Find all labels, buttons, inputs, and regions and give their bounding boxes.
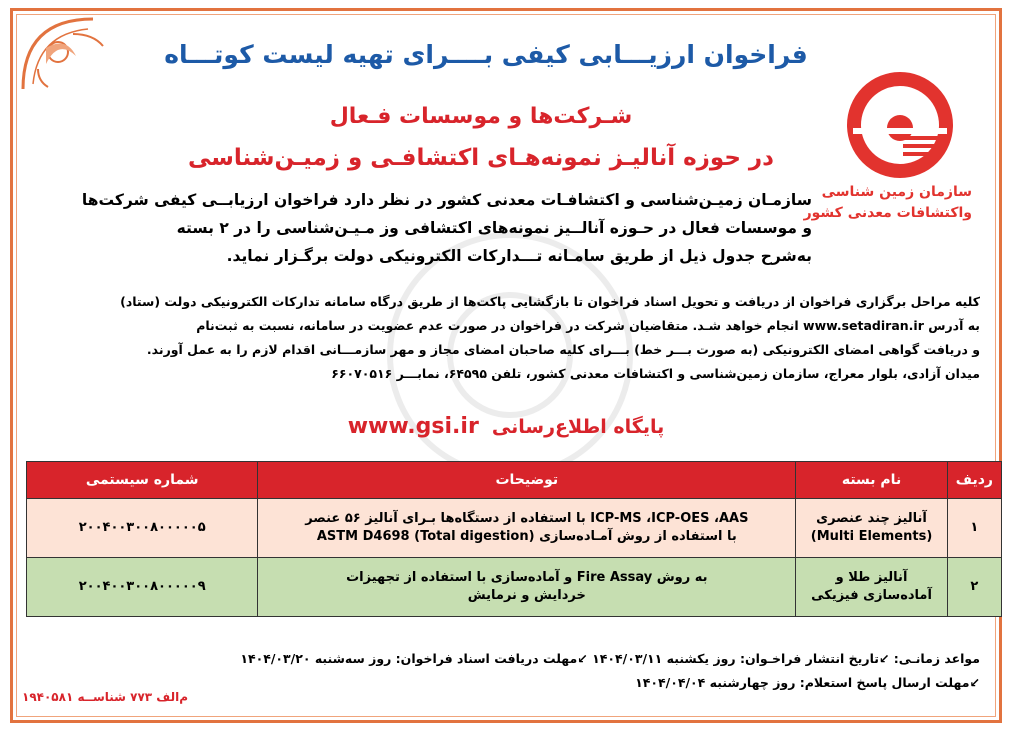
package-name-line: آنالیز طلا و (835, 570, 908, 585)
subtitle-line-2: در حوزه آنالیـز نمونه‌هـای اکتشافـی و زمیـن‌شناسی (188, 145, 774, 171)
intro-line: و موسسات فعال در حـوزه آنالــیز نمونه‌های اکتشافی وز مـیـن‌شناسی را در ۲ بسته (176, 219, 812, 237)
organization-logo (803, 70, 972, 250)
body-line: میدان آزادی، بلوار معراج، سازمان زمین‌شناسی و اکتشافات معدنی کشور، تلفن ۶۴۵۹۵، نمابـــر ۶۶۰۷۰۵۱۶ (331, 366, 980, 381)
description-line: خردایش و نرمایش (467, 588, 586, 603)
body-line: به آدرس www.setadiran.ir انجام خواهد شـد. متقاضیان شرکت در فراخوان در صورت عدم عضویت در سامانه، نسبت به ثبت‌نام (196, 318, 980, 333)
page-title: فراخوان ارزیـــابی کیفی بــــرای تهیه لیست کوتـــاه (164, 40, 808, 69)
system-number-cell: ۲۰۰۴۰۰۳۰۰۸۰۰۰۰۰۹ (27, 558, 258, 617)
package-name-cell (796, 558, 948, 617)
website-label: پایگاه اطلاع‌رسانی (491, 416, 665, 438)
corner-ornament-icon (18, 14, 128, 94)
row-number: ۲ (947, 558, 1001, 617)
gsi-logo-icon (845, 70, 955, 180)
logo-name-line-1: سازمان زمین شناسی (821, 184, 972, 200)
intro-line: سازمـان زمیـن‌شناسی و اکتشافـات معدنی کشور در نظر دارد فراخوان ارزیابــی کیفی شرکت‌ها (81, 191, 812, 209)
description-cell (258, 499, 796, 558)
intro-line: به‌شرح جدول ذیل از طریق سامـانه تـــدارکات الکترونیکی دولت برگـزار نماید. (226, 247, 812, 265)
body-paragraph (30, 290, 980, 386)
package-name-cell (796, 499, 948, 558)
table-row (27, 558, 1002, 617)
header-system-number: شماره سیستمی (27, 462, 258, 499)
packages-table (26, 461, 1002, 617)
intro-paragraph (81, 186, 812, 270)
row-number: ۱ (947, 499, 1001, 558)
deadlines-section (30, 647, 980, 695)
deadline-line: ↙مهلت ارسال پاسخ استعلام: روز چهارشنبه ۱۴۰۴/۰۴/۰۴ (635, 675, 980, 690)
body-line: و دریافت گواهی امضای الکترونیکی (به صورت بـــر خط) بـــرای کلیه صاحبان امضای مجاز و مهر سازمـــانی اقدام لازم را به عمل آورند. (146, 342, 980, 357)
package-name-line: آماده‌سازی فیزیکی (811, 588, 932, 603)
ad-reference-code: م‌الف ۷۷۳ شناســه ۱۹۴۰۵۸۱ (22, 690, 188, 704)
description-cell (258, 558, 796, 617)
package-name-line: (Multi Elements) (810, 529, 933, 544)
header-package-name: نام بسته (796, 462, 948, 499)
description-line: ICP-MS ،ICP-OES ،AAS با استفاده از دستگاه‌ها بـرای آنالیز ۵۶ عنصر (305, 511, 749, 526)
description-line: به روش Fire Assay و آماده‌سازی با استفاده از تجهیزات (346, 570, 708, 585)
body-line: کلیه مراحل برگزاری فراخوان از دریافت و تحویل اسناد فراخوان تا بازگشایی پاکت‌ها از طریق درگاه سامانه تدارکات الکترونیکی دولت (ستاد) (120, 294, 980, 309)
website-link[interactable]: www.gsi.ir (347, 414, 479, 439)
system-number-cell: ۲۰۰۴۰۰۳۰۰۸۰۰۰۰۰۵ (27, 499, 258, 558)
table-row (27, 499, 1002, 558)
header-row-number: ردیف (947, 462, 1001, 499)
website-banner (280, 414, 732, 439)
logo-name-line-2: واکتشافات معدنی کشور (803, 205, 972, 221)
package-name-line: آنالیز چند عنصری (816, 511, 927, 526)
header-description: توضیحات (258, 462, 796, 499)
deadline-line: مواعد زمانـی: ↙تاریخ انتشار فراخـوان: روز یکشنبه ۱۴۰۴/۰۳/۱۱ ↙مهلت دریافت اسناد فراخوان: روز سه‌شنبه ۱۴۰۴/۰۳/۲۰ (240, 651, 980, 666)
subtitle-line-1: شـرکت‌ها و موسسات فـعال (329, 104, 633, 129)
table-header-row (27, 462, 1002, 499)
description-line: با استفاده از روش آمـاده‌سازی (Total digestion) ASTM D4698 (316, 529, 737, 544)
